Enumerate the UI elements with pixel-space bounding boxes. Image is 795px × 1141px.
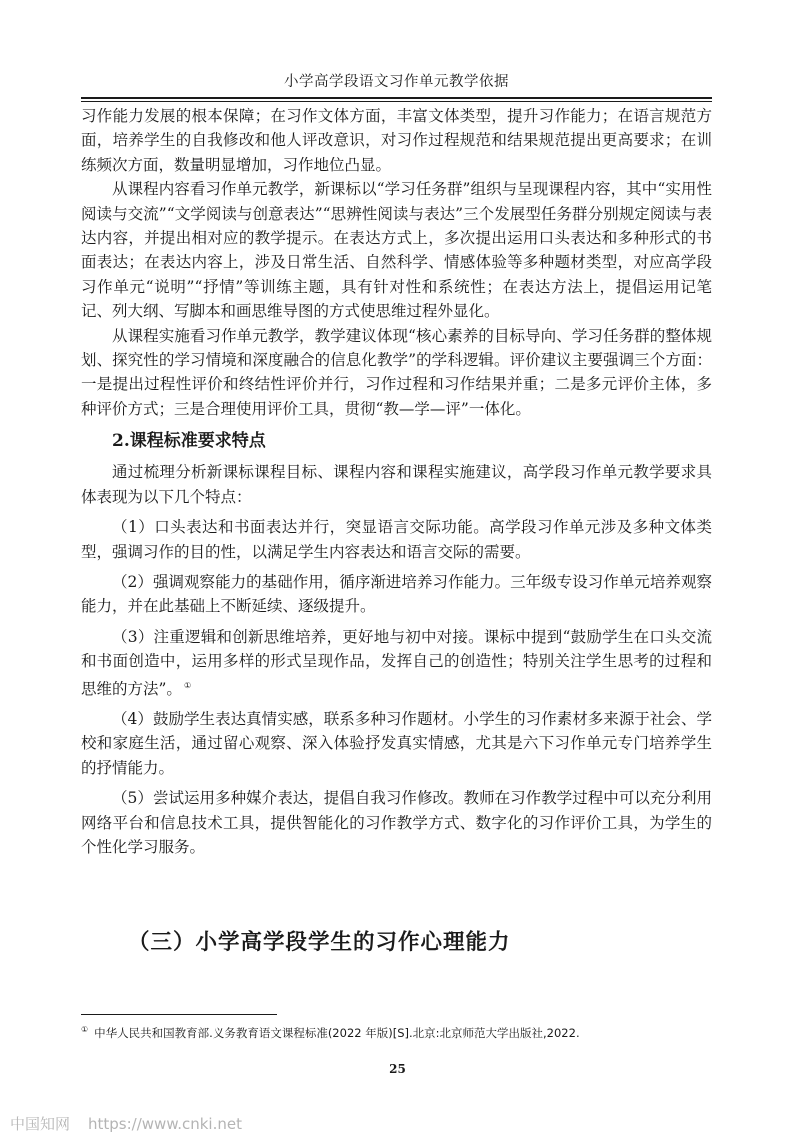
list-item-3-text: （3）注重逻辑和创新思维培养，更好地与初中对接。课标中提到“鼓励学生在口头交流和书面创造中，运用多样的形式呈现作品，发挥自己的创造性；特别关注学生思考的过程和思维的方法”。 (81, 627, 712, 698)
paragraph-course-implementation: 从课程实施看习作单元教学，教学建议体现“核心素养的目标导向、学习任务群的整体规划、探究性的学习情境和深度融合的信息化教学”的学科逻辑。评价建议主要强调三个方面：一是提出过程性评价和终结性评价并行，习作过程和习作结果并重；二是多元评价主体，多种评价方式；三是合理使用评价工具，贯彻“教—学—评”一体化。 (81, 326, 712, 418)
list-item-5: （5）尝试运用多种媒介表达，提倡自我习作修改。教师在习作教学过程中可以充分利用网络平台和信息技术工具，提供智能化的习作教学方式、数字化的习作评价工具，为学生的个性化学习服务。 (81, 789, 712, 856)
footnote-text: 中华人民共和国教育部.义务教育语文课程标准(2022 年版)[S].北京:北京师范大学出版社,2022. (94, 1026, 580, 1040)
watermark (10, 1113, 260, 1134)
footnote-marker: ① (81, 1025, 89, 1034)
body-text (81, 104, 712, 859)
watermark-url[interactable]: https://www.cnki.net (88, 1115, 242, 1133)
paragraph-summary: 通过梳理分析新课标课程目标、课程内容和课程实施建议，高学段习作单元教学要求具体表现为以下几个特点： (81, 463, 712, 506)
header-rule-thick (81, 97, 712, 99)
running-header: 小学高学段语文习作单元教学依据 (284, 74, 509, 90)
paragraph-intro-continued: 习作能力发展的根本保障；在习作文体方面，丰富文体类型，提升习作能力；在语言规范方面，培养学生的自我修改和他人评改意识，对习作过程规范和结果规范提出更高要求；在训练频次方面，数量明显增加，习作地位凸显。 (81, 107, 712, 174)
page-number: 25 (389, 1062, 406, 1076)
footnote (81, 1022, 712, 1041)
list-item-3 (81, 625, 712, 701)
footnote-rule (81, 1014, 277, 1015)
header-rule-thin (81, 101, 712, 102)
paragraph-course-content: 从课程内容看习作单元教学，新课标以“学习任务群”组织与呈现课程内容，其中“实用性阅读与交流”“文学阅读与创意表达”“思辨性阅读与表达”三个发展型任务群分别规定阅读与表达内容，并提出相对应的教学提示。在表达方式上，多次提出运用口头表达和多种形式的书面表达；在表达内容上，涉及日常生活、自然科学、情感体验等多种题材类型，对应高学段习作单元“说明”“抒情”等训练主题，具有针对性和系统性；在表达方法上，提倡运用记笔记、列大纲、写脚本和画思维导图的方式使思维过程外显化。 (81, 180, 712, 321)
list-item-2: （2）强调观察能力的基础作用，循序渐进培养习作能力。三年级专设习作单元培养观察能力，并在此基础上不断延续、逐级提升。 (81, 572, 712, 616)
subheading-standard-features: 2.课程标准要求特点 (112, 431, 266, 452)
list-item-4: （4）鼓励学生表达真情实感，联系多种习作题材。小学生的习作素材多来源于社会、学校和家庭生活，通过留心观察、深入体验抒发真实情感，尤其是六下习作单元专门培养学生的抒情能力。 (81, 709, 712, 777)
list-item-1: （1）口头表达和书面表达并行，突显语言交际功能。高学段习作单元涉及多种文体类型，强调习作的目的性，以满足学生内容表达和语言交际的需要。 (81, 518, 712, 561)
footnote-reference[interactable]: ① (183, 680, 192, 690)
section-title: （三）小学高学段学生的习作心理能力 (128, 930, 511, 955)
watermark-site-name: 中国知网 (10, 1115, 71, 1133)
